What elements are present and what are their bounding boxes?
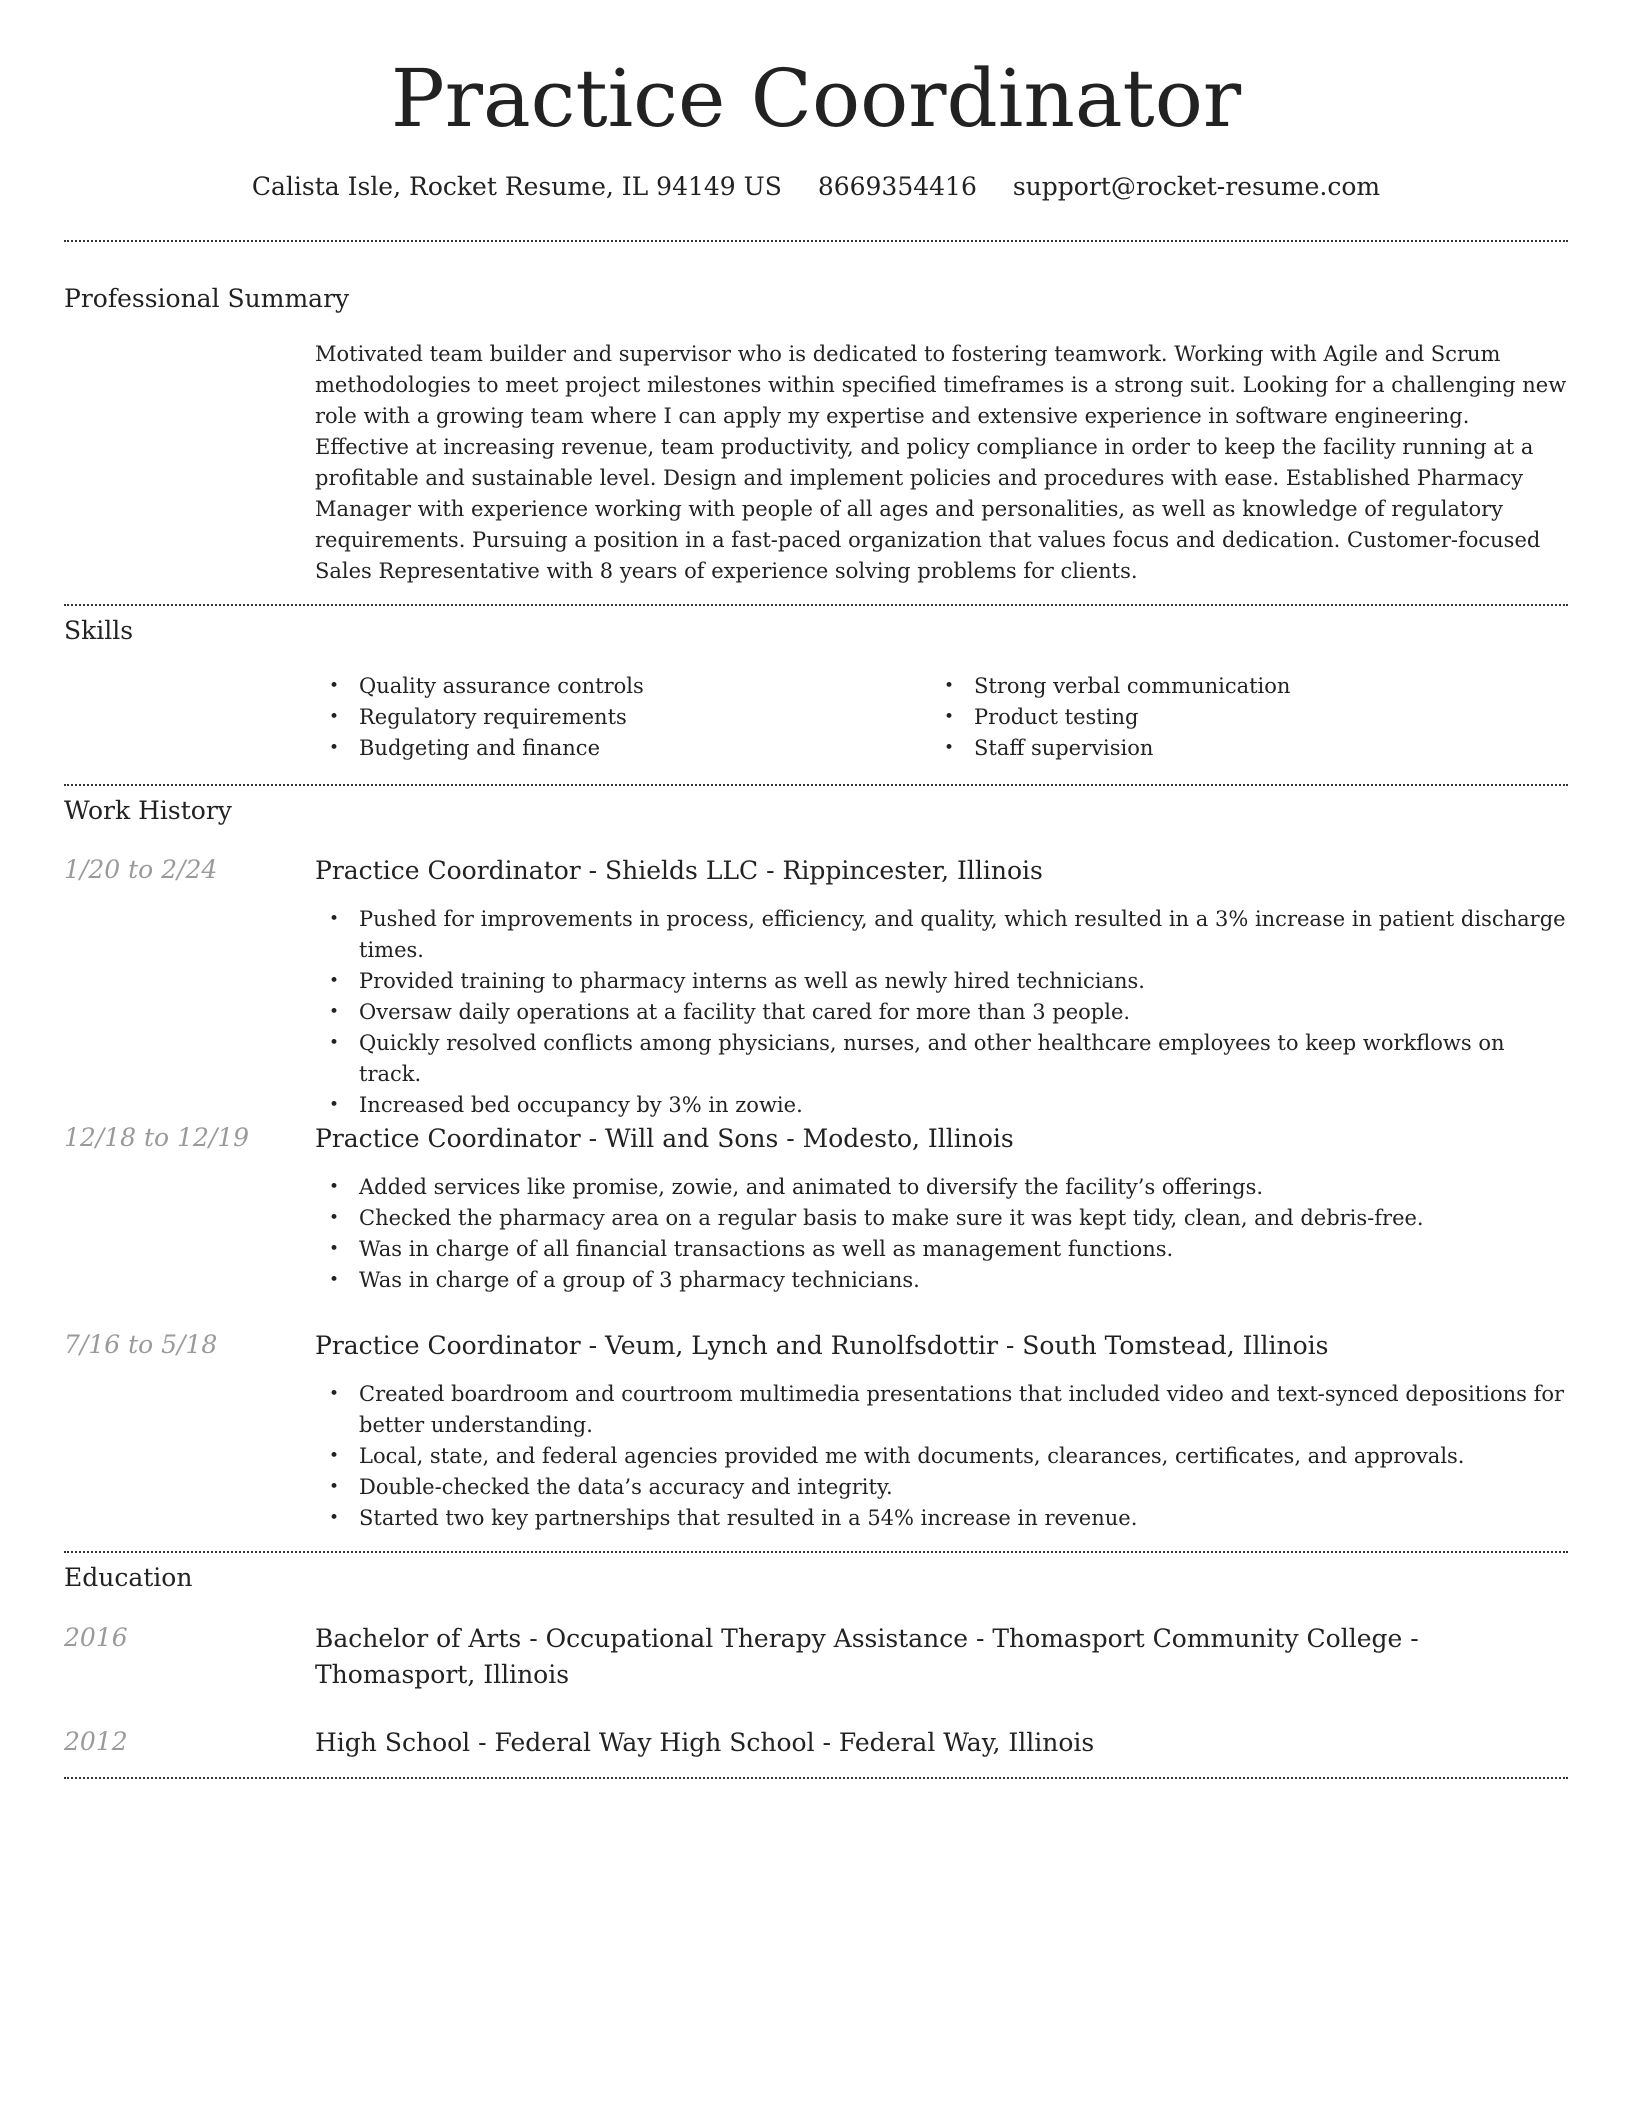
section-divider <box>64 784 1568 786</box>
job-bullet: • Provided training to pharmacy interns as well as newly hired technicians. <box>315 966 1568 997</box>
education-entry <box>315 1621 1568 1693</box>
education-heading: Education <box>64 1563 193 1592</box>
job-bullet: • Local, state, and federal agencies provided me with documents, clearances, certificates, and approvals. <box>315 1441 1568 1472</box>
job-bullet: • Oversaw daily operations at a facility that cared for more than 3 people. <box>315 997 1568 1028</box>
section-divider <box>64 1777 1568 1779</box>
contact-email[interactable]: support@rocket-resume.com <box>1012 172 1381 201</box>
job-date: 7/16 to 5/18 <box>64 1330 218 1359</box>
skills-list-right <box>930 671 1550 764</box>
job-bullet: • Quickly resolved conflicts among physicians, nurses, and other healthcare employees to keep workflows on track. <box>315 1028 1568 1090</box>
job-role: Practice Coordinator <box>315 1124 581 1153</box>
education-date: 2016 <box>64 1623 128 1652</box>
job-details: - Veum, Lynch and Runolfsdottir - South Tomstead, Illinois <box>580 1331 1329 1360</box>
job-bullet: • Was in charge of a group of 3 pharmacy technicians. <box>315 1265 1568 1296</box>
job-bullet: • Checked the pharmacy area on a regular basis to make sure it was kept tidy, clean, and debris-free. <box>315 1203 1568 1234</box>
skill-item: • Quality assurance controls <box>315 671 895 702</box>
summary-heading: Professional Summary <box>64 284 350 313</box>
skill-item: • Product testing <box>930 702 1550 733</box>
section-divider <box>64 240 1568 242</box>
job-title <box>315 1121 1568 1157</box>
job-bullet: • Added services like promise, zowie, and animated to diversify the facility’s offerings. <box>315 1172 1568 1203</box>
education-details: - Federal Way High School - Federal Way, Illinois <box>470 1728 1095 1757</box>
skill-item: • Budgeting and finance <box>315 733 895 764</box>
job-title <box>315 1328 1568 1364</box>
contact-phone: 8669354416 <box>817 172 977 201</box>
skills-heading: Skills <box>64 616 134 645</box>
skills-list-left <box>315 671 895 764</box>
job-bullet: • Pushed for improvements in process, efficiency, and quality, which resulted in a 3% increase in patient discharge times. <box>315 904 1568 966</box>
education-degree: Bachelor of Arts <box>315 1624 522 1653</box>
job-bullet: • Double-checked the data’s accuracy and integrity. <box>315 1472 1568 1503</box>
job-role: Practice Coordinator <box>315 1331 581 1360</box>
education-date: 2012 <box>64 1727 128 1756</box>
education-degree: High School <box>315 1728 471 1757</box>
job-bullet: • Was in charge of all financial transactions as well as management functions. <box>315 1234 1568 1265</box>
job-bullets <box>315 1172 1568 1296</box>
skill-item: • Strong verbal communication <box>930 671 1550 702</box>
skill-item: • Staff supervision <box>930 733 1550 764</box>
contact-address: Calista Isle, Rocket Resume, IL 94149 US <box>251 172 782 201</box>
summary-text: Motivated team builder and supervisor who is dedicated to fostering teamwork. Working with Agile and Scrum methodologies to meet project milestones within specified timeframes is a strong suit. Looking for a challenging new role with a growing team where I can apply my expertise and extensive experience in software engineering. Effective at increasing revenue, team productivity, and policy compliance in order to keep the facility running at a profitable and sustainable level. Design and implement policies and procedures with ease. Established Pharmacy Manager with experience working with people of all ages and personalities, as well as knowledge of regulatory requirements. Pursuing a position in a fast-paced organization that values focus and dedication. Customer-focused Sales Representative with 8 years of experience solving problems for clients. <box>315 342 1567 583</box>
education-details: - Occupational Therapy Assistance - Thomasport Community College - Thomasport, Illinois <box>315 1624 1419 1689</box>
job-bullet: • Increased bed occupancy by 3% in zowie. <box>315 1090 1568 1121</box>
job-role: Practice Coordinator <box>315 856 581 885</box>
job-title <box>315 853 1568 889</box>
skill-item: • Regulatory requirements <box>315 702 895 733</box>
contact-info <box>64 172 1568 201</box>
section-divider <box>64 604 1568 606</box>
education-entry <box>315 1725 1568 1761</box>
job-details: - Shields LLC - Rippincester, Illinois <box>580 856 1043 885</box>
job-bullet: • Started two key partnerships that resulted in a 54% increase in revenue. <box>315 1503 1568 1534</box>
job-bullets <box>315 904 1568 1121</box>
candidate-name: Practice Coordinator <box>390 52 1242 145</box>
job-bullets <box>315 1379 1568 1534</box>
job-date: 1/20 to 2/24 <box>64 855 218 884</box>
section-divider <box>64 1551 1568 1553</box>
job-details: - Will and Sons - Modesto, Illinois <box>580 1124 1014 1153</box>
job-date: 12/18 to 12/19 <box>64 1123 250 1152</box>
job-bullet: • Created boardroom and courtroom multimedia presentations that included video and text-synced depositions for better understanding. <box>315 1379 1568 1441</box>
work-heading: Work History <box>64 796 232 825</box>
